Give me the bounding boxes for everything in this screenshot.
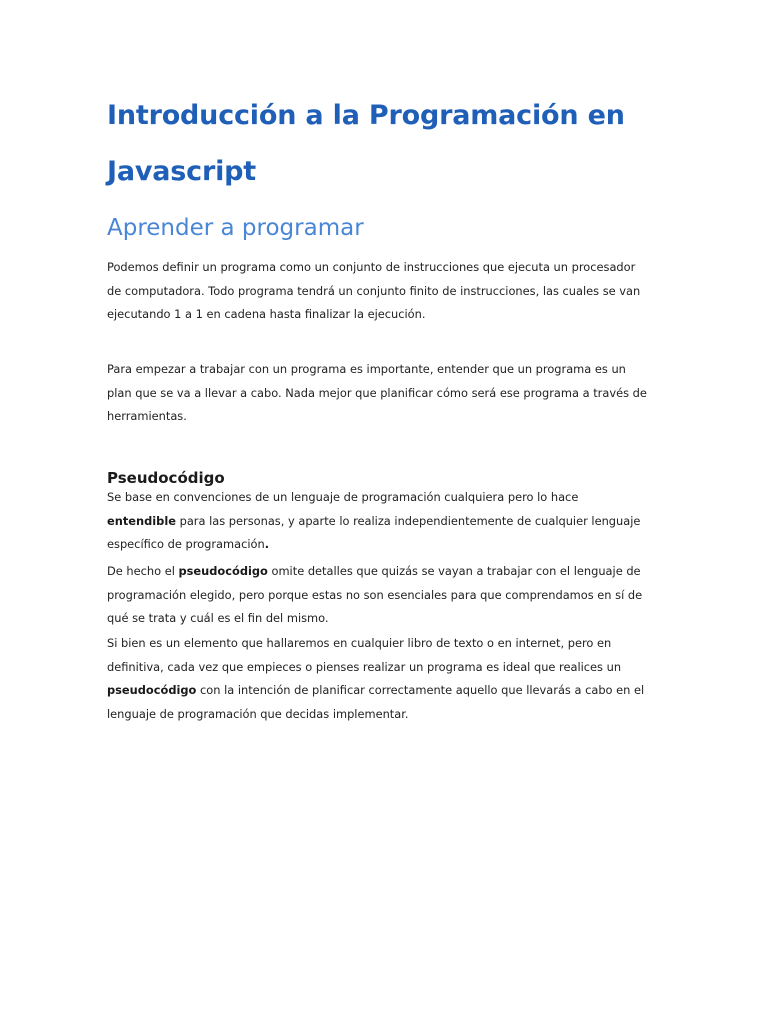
page-title: Introducción a la Programación en Javascript [107,100,625,187]
paragraph-pseudocode-usage [107,632,647,726]
bold-term: pseudocódigo [178,564,268,578]
subsection-heading: Pseudocódigo [107,469,225,487]
text-span: con la intención de planificar correctamente aquello que llevarás a cabo en el lenguaje de programación que decidas implementar. [107,683,645,721]
text-span: Se base en convenciones de un lenguaje de programación cualquiera pero lo hace [107,490,579,504]
text-span: omite detalles que quizás se vayan a trabajar con el lenguaje de programación elegido, pero porque estas no son esenciales para que comprendamos en sí de qué se trata y cuál es el fin del mismo. [107,564,643,625]
text-span: De hecho el [107,564,179,578]
section-heading: Aprender a programar [107,215,364,241]
text-span: Si bien es un elemento que hallaremos en cualquier libro de texto o en internet, pero en definitiva, cada vez que empieces o pienses realizar un programa es ideal que realices un [107,636,622,674]
paragraph-planning: Para empezar a trabajar con un programa es importante, entender que un programa es un plan que se va a llevar a cabo. Nada mejor que planificar cómo será ese programa a través de herramientas. [107,362,647,423]
paragraph-definition: Podemos definir un programa como un conjunto de instrucciones que ejecuta un procesador de computadora. Todo programa tendrá un conjunto finito de instrucciones, las cuales se van ejecutando 1 a 1 en cadena hasta finalizar la ejecución. [107,260,641,321]
bold-term: entendible [107,513,176,528]
paragraph-pseudocode-intro [107,486,647,557]
text-span: para las personas, y aparte lo realiza independientemente de cualquier lenguaje específico de programación [107,513,641,551]
bold-period: . [264,537,270,551]
bold-term: pseudocódigo [107,683,197,697]
paragraph-pseudocode-details [107,560,647,631]
